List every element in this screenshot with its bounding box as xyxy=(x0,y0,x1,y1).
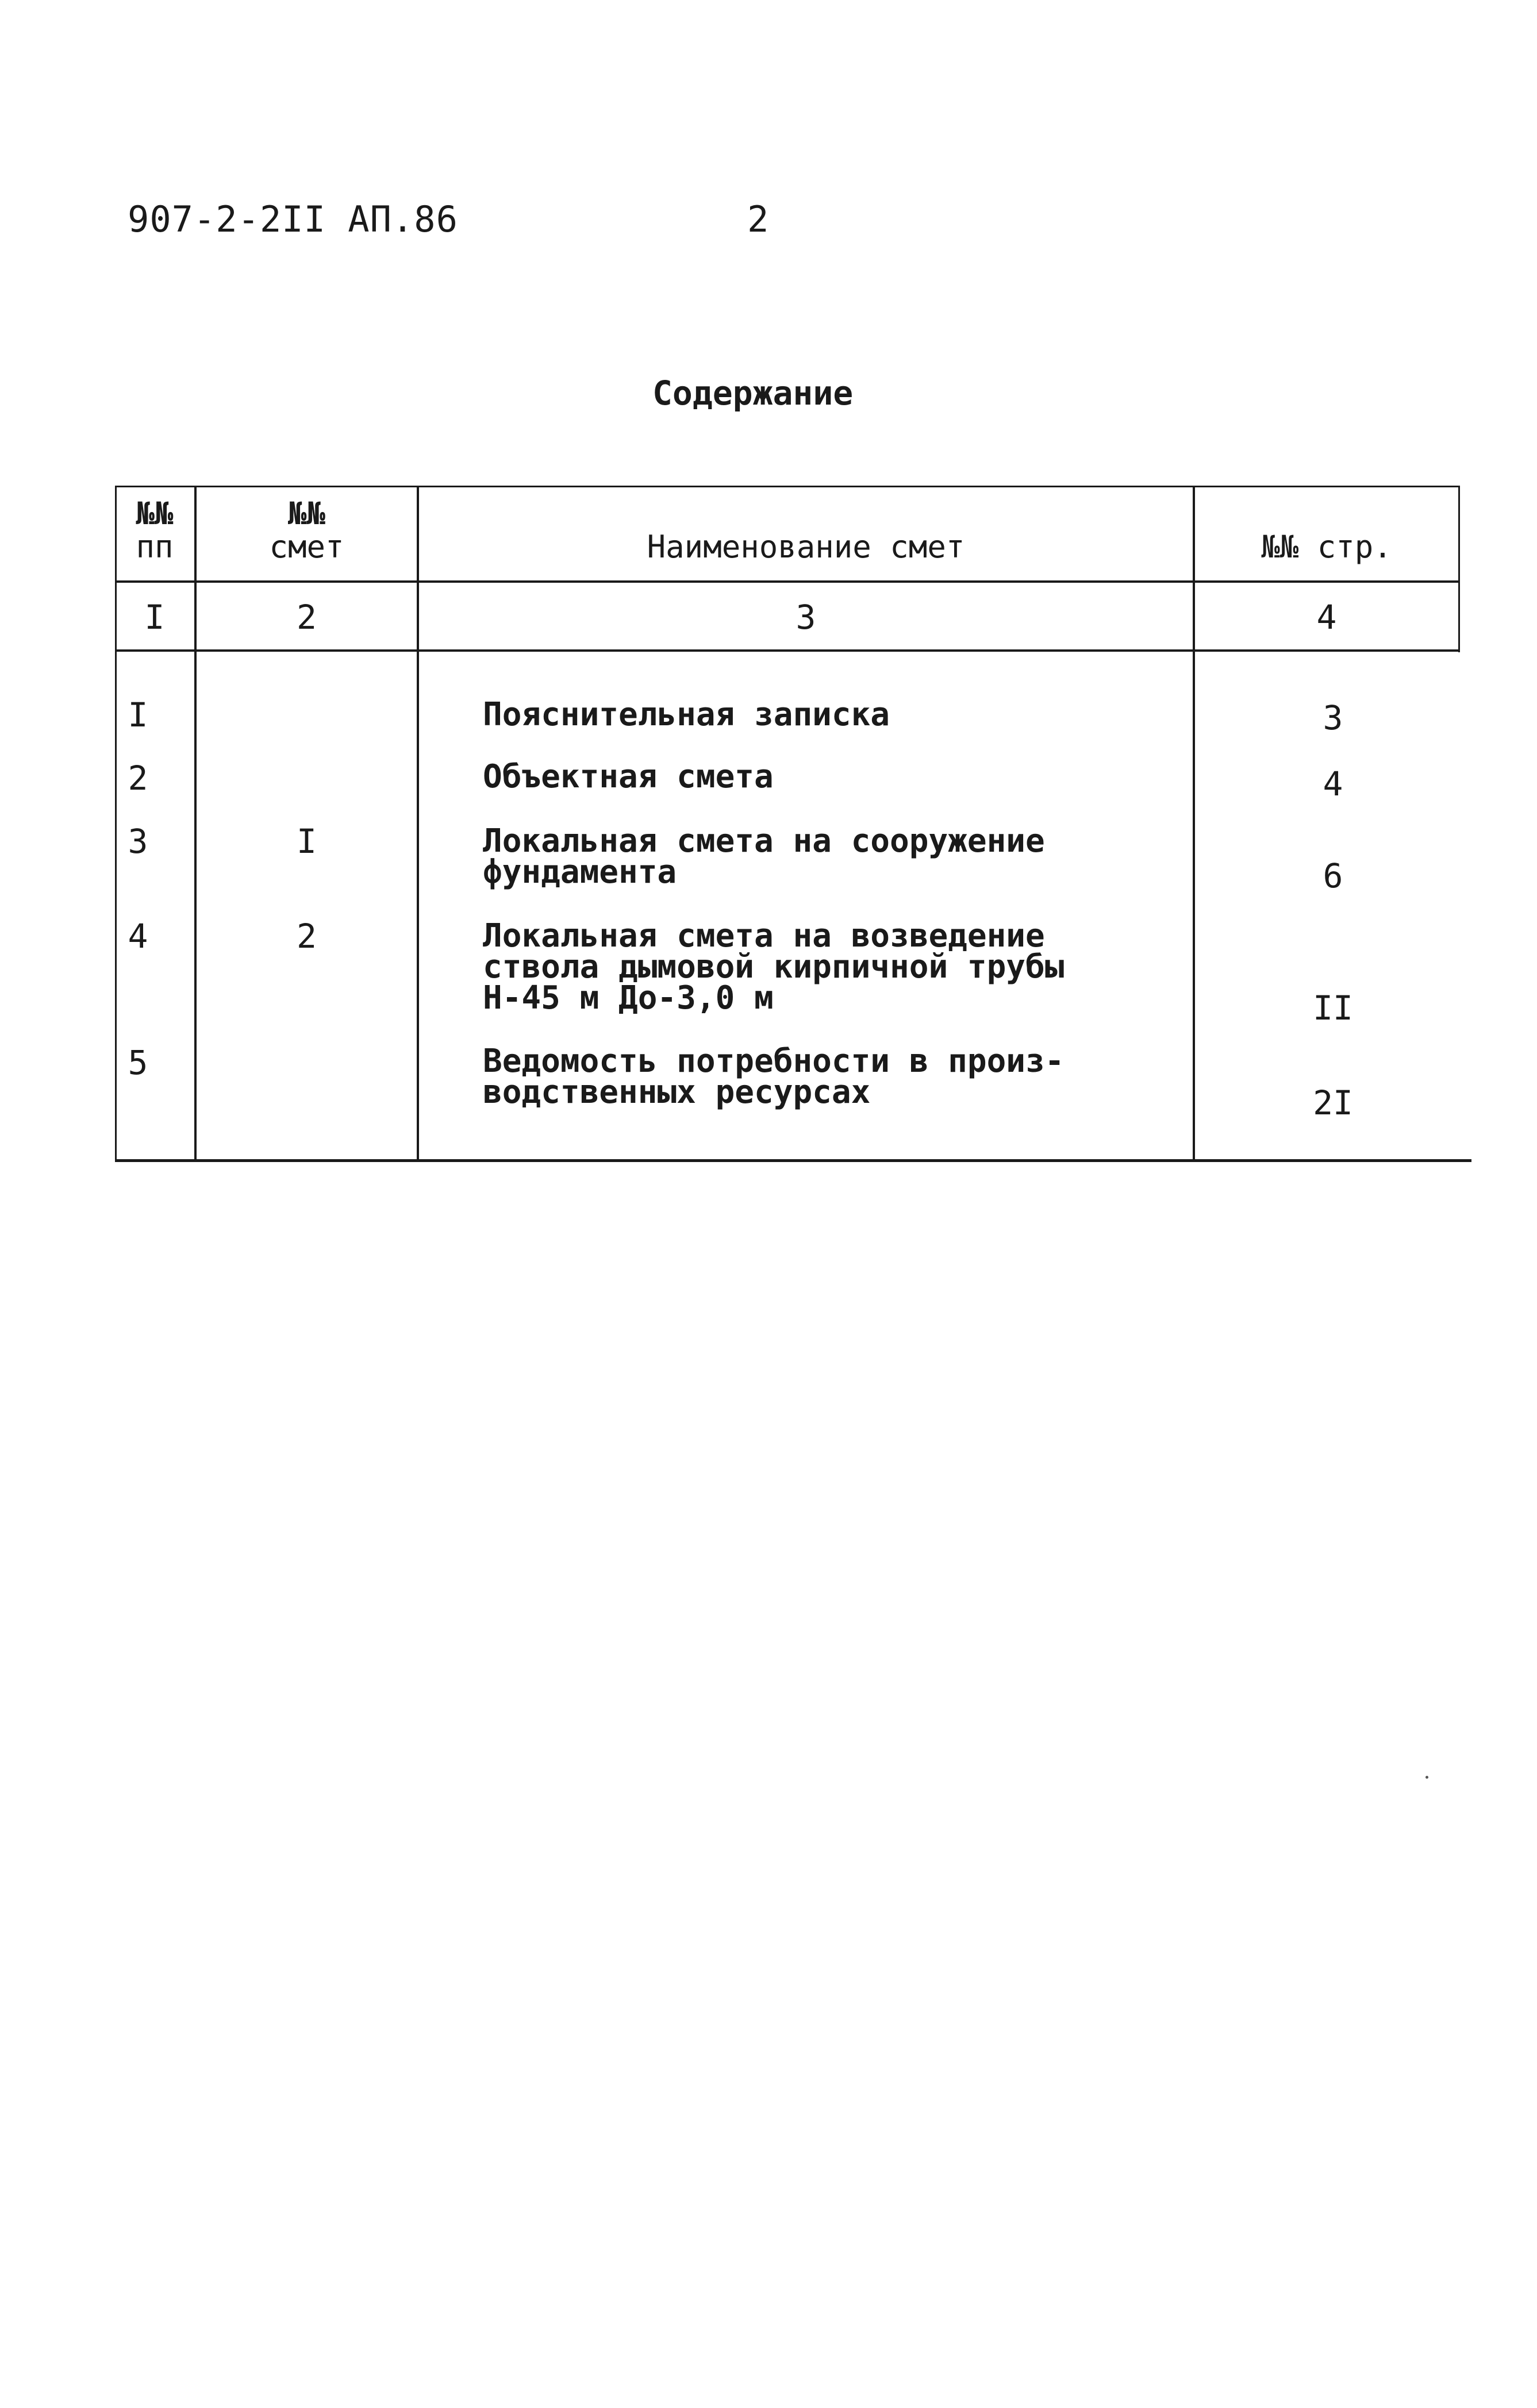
page-number: 2 xyxy=(747,198,769,240)
row-3-pp: 3 xyxy=(128,822,148,861)
document-header-code: 907-2-2II АП.86 xyxy=(128,198,458,240)
header-pp-line2: пп xyxy=(136,529,174,565)
row-1-pp: I xyxy=(128,695,148,734)
row-2-pp: 2 xyxy=(128,759,148,798)
row-3-name: Локальная смета на сооружение фундамента xyxy=(483,822,1045,891)
header-name-line1 xyxy=(419,497,1193,530)
contents-table xyxy=(115,486,1460,1164)
row-3-page: 6 xyxy=(1323,856,1343,895)
header-smeta-line2: смет xyxy=(269,529,344,565)
row-5-page: 2I xyxy=(1313,1083,1353,1122)
column-number-2: 2 xyxy=(297,598,317,637)
row-2-name: Объектная смета xyxy=(483,758,774,795)
table-bottom-border xyxy=(115,1159,1471,1162)
header-pp xyxy=(115,497,194,564)
row-1-page: 3 xyxy=(1323,698,1343,737)
header-page-line2: №№ стр. xyxy=(1261,529,1392,565)
row-4-name: Локальная смета на возведение ствола дымовой кирпичной трубы Н-45 м До-3,0 м xyxy=(483,917,1065,1017)
row-2-page: 4 xyxy=(1323,764,1343,803)
row-5-name: Ведомость потребности в произ- водственных ресурсах xyxy=(483,1043,1065,1111)
row-1-name: Пояснительная записка xyxy=(483,696,890,733)
row-4-smeta: 2 xyxy=(297,917,317,956)
table-top-border xyxy=(115,486,1460,487)
toc-title: Содержание xyxy=(652,374,854,413)
header-name-line2: Наименование смет xyxy=(647,529,965,565)
row-4-pp: 4 xyxy=(128,917,148,956)
header-page xyxy=(1195,497,1458,564)
column-divider-1 xyxy=(194,486,197,1161)
row-4-page: II xyxy=(1313,988,1353,1028)
header-smeta-line1: №№ xyxy=(287,495,326,532)
header-page-line1 xyxy=(1195,497,1458,530)
header-smeta xyxy=(197,497,417,564)
table-right-border xyxy=(1458,486,1460,652)
row-3-smeta: I xyxy=(297,822,317,861)
scan-speck xyxy=(1425,1776,1428,1779)
column-number-3: 3 xyxy=(796,598,816,637)
header-pp-line1: №№ xyxy=(136,495,174,532)
header-bottom-border xyxy=(115,580,1460,583)
column-number-1: I xyxy=(144,598,165,637)
column-divider-2 xyxy=(417,486,419,1161)
column-number-4: 4 xyxy=(1316,598,1337,637)
column-divider-3 xyxy=(1193,486,1195,1161)
column-numbers-bottom-border xyxy=(115,649,1460,652)
header-name xyxy=(419,497,1193,564)
row-5-pp: 5 xyxy=(128,1043,148,1082)
